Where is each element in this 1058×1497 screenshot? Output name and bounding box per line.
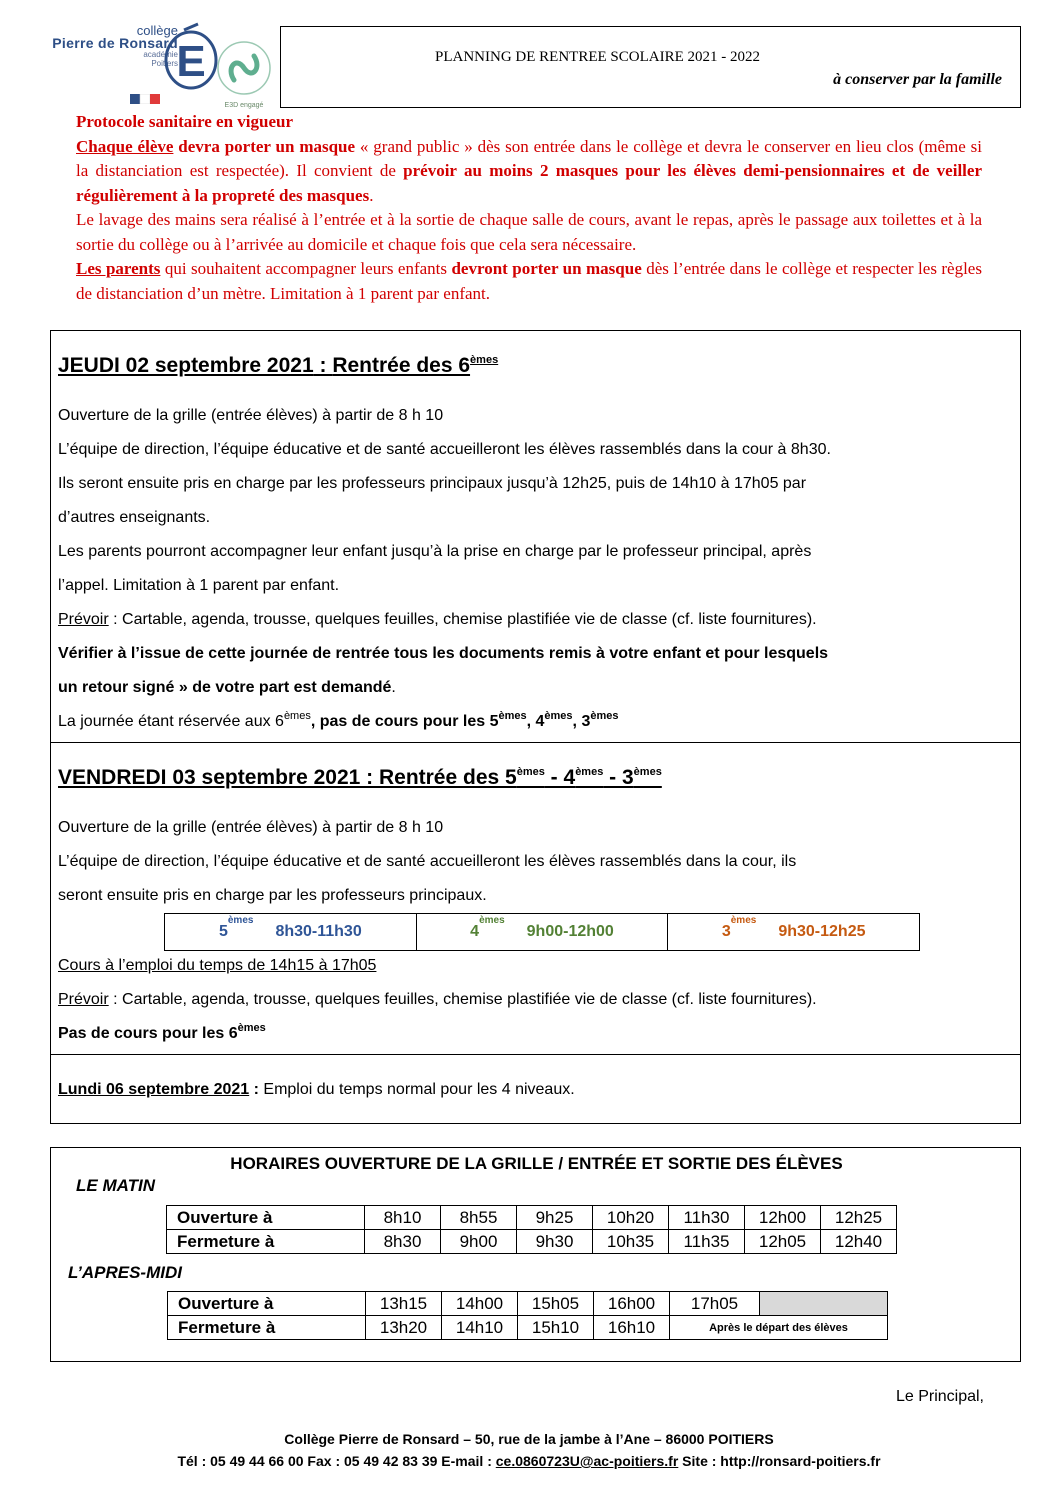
- schedule-title: HORAIRES OUVERTURE DE LA GRILLE / ENTRÉE ET SORTIE DES ÉLÈVES: [230, 1154, 843, 1173]
- protocol-mask-bold: prévoir au moins 2 masques pour les élèves demi-pensionnaires et de veiller régulièrement à la propreté des masques: [76, 161, 982, 205]
- thursday-last-line: [58, 705, 831, 739]
- thursday-line-5: Les parents pourront accompagner leur enfant jusqu’à la prise en charge par le professeur principal, après: [58, 543, 812, 560]
- thursday-line-4: d’autres enseignants.: [58, 509, 211, 526]
- morning-close-cell: 9h30: [517, 1230, 593, 1254]
- level-4-label: [470, 915, 505, 941]
- footer-phone: Tél : 05 49 44 66 00 Fax : 05 49 42 83 39 E-mail :: [177, 1453, 496, 1469]
- thursday-line-3: Ils seront ensuite pris en charge par les professeurs principaux jusqu’à 12h25, puis de 14h10 à 17h05 par: [58, 475, 807, 492]
- thursday-prevoir-label: Prévoir: [58, 611, 109, 628]
- title-box: [280, 26, 1021, 108]
- section-thursday-title: [58, 353, 498, 379]
- afternoon-table: [167, 1291, 888, 1340]
- afternoon-open-label: Ouverture à: [168, 1292, 366, 1316]
- level-3-label: [721, 915, 757, 941]
- footer-site: Site : http://ronsard-poitiers.fr: [678, 1453, 881, 1469]
- morning-open-cell: 9h25: [517, 1206, 593, 1230]
- thursday-line-2: L’équipe de direction, l’équipe éducative et de santé accueilleront les élèves rassemblés dans la cour à 8h30.: [58, 441, 831, 458]
- footer-contact: [0, 1450, 1058, 1472]
- thursday-last-sup-4: èmes: [544, 710, 573, 722]
- logo-wordmark: [46, 24, 178, 68]
- thursday-last-pre: La journée étant réservée aux 6: [58, 713, 284, 730]
- friday-line-1: Ouverture de la grille (entrée élèves) à partir de 8 h 10: [58, 819, 444, 836]
- level-5-label: [218, 915, 254, 941]
- protocol-mask-paragraph: [76, 135, 982, 209]
- thursday-line-6: l’appel. Limitation à 1 parent par enfant.: [58, 577, 340, 594]
- morning-table: [166, 1205, 897, 1254]
- logo-line-academie: académie: [143, 50, 178, 59]
- thursday-last-b3: , 3: [572, 713, 591, 730]
- morning-close-cell: 9h00: [441, 1230, 517, 1254]
- protocol-parents-text2: dès l’entrée dans le collège et respecter les règles de distanciation d’un mètre. Limitation à 1 parent par enfant.: [76, 259, 982, 303]
- signature: Le Principal,: [895, 1388, 984, 1405]
- afternoon-close-cell: 14h10: [442, 1316, 518, 1340]
- morning-open-cell: 12h25: [821, 1206, 897, 1230]
- friday-prevoir-label: Prévoir: [58, 991, 109, 1008]
- friday-sup-2: èmes: [575, 766, 604, 778]
- thursday-last-sup-5: èmes: [498, 710, 527, 722]
- protocol-parents-text: qui souhaitent accompagner leurs enfants: [160, 259, 452, 278]
- section-monday: [50, 1054, 1021, 1124]
- sanitary-protocol: [76, 110, 982, 306]
- monday-date: Lundi 06 septembre 2021: [58, 1081, 250, 1098]
- afternoon-close-cell: 13h20: [366, 1316, 442, 1340]
- thursday-prevoir: [58, 603, 831, 637]
- protocol-parents-bold: devront porter un masque: [451, 259, 642, 278]
- thursday-line-1: Ouverture de la grille (entrée élèves) à partir de 8 h 10: [58, 407, 444, 424]
- morning-close-cell: 11h35: [669, 1230, 745, 1254]
- friday-no-class: [58, 1017, 817, 1051]
- morning-close-cell: 8h30: [365, 1230, 441, 1254]
- monday-sep: :: [249, 1081, 264, 1098]
- e-letter-logo-icon: [164, 22, 218, 90]
- section-friday-title: [58, 765, 662, 791]
- afternoon-open-cell: 13h15: [366, 1292, 442, 1316]
- logo-line-college: collège: [136, 23, 178, 38]
- friday-cours: Cours à l’emploi du temps de 14h15 à 17h05: [58, 957, 377, 974]
- page-subtitle: à conserver par la famille: [833, 71, 1002, 88]
- footer-address: Collège Pierre de Ronsard – 50, rue de la jambe à l’Ane – 86000 POITIERS: [284, 1431, 774, 1447]
- afternoon-open-row: [168, 1292, 888, 1316]
- level-3-number: 3: [721, 923, 731, 940]
- level-5-number: 5: [218, 923, 228, 940]
- morning-open-cell: 10h20: [593, 1206, 669, 1230]
- friday-no-class-text: Pas de cours pour les 6: [58, 1025, 238, 1042]
- protocol-mask-lead-bold: devra porter un masque: [173, 136, 356, 156]
- friday-title: VENDREDI 03 septembre 2021 : Rentrée des 5: [58, 766, 517, 789]
- level-4-sup: èmes: [479, 915, 505, 926]
- level-4-time: 9h00-12h00: [526, 923, 614, 940]
- afternoon-open-cell: 14h00: [442, 1292, 518, 1316]
- svg-text:E: E: [176, 37, 206, 86]
- afternoon-label: L’APRES-MIDI: [68, 1263, 182, 1282]
- morning-open-label: Ouverture à: [167, 1206, 365, 1230]
- thursday-verify-2-bold: un retour signé » de votre part est demandé: [58, 679, 392, 696]
- afternoon-close-label: Fermeture à: [168, 1316, 366, 1340]
- level-5-sup: èmes: [227, 915, 254, 926]
- thursday-last-bold: , pas de cours pour les 5: [310, 713, 499, 730]
- morning-open-cell: 8h10: [365, 1206, 441, 1230]
- protocol-mask-text: « grand public » dès son entrée dans le collège et devra le conserver en lieu clos (même si la distanciation est respectée). Il convient de: [76, 136, 982, 180]
- level-3-time: 9h30-12h25: [778, 923, 866, 940]
- level-5-time: 8h30-11h30: [275, 923, 362, 940]
- friday-mid-1: - 4: [544, 766, 576, 789]
- monday-line: [58, 1073, 575, 1107]
- afternoon-open-cell: 16h00: [594, 1292, 670, 1316]
- friday-sup-3: èmes: [633, 766, 662, 778]
- afternoon-close-cell: 15h10: [518, 1316, 594, 1340]
- protocol-parents-paragraph: [76, 257, 982, 306]
- thursday-last-sup: èmes: [283, 710, 311, 722]
- afternoon-close-cell: 16h10: [594, 1316, 670, 1340]
- friday-no-class-sup: èmes: [237, 1022, 266, 1034]
- thursday-last-b2: , 4: [526, 713, 545, 730]
- gate-schedule: [50, 1147, 1021, 1362]
- morning-close-cell: 12h05: [745, 1230, 821, 1254]
- afternoon-open-cell: 17h05: [670, 1292, 760, 1316]
- afternoon-empty-cell: [760, 1292, 888, 1316]
- college-logo: [46, 22, 276, 112]
- thursday-title-sup: èmes: [470, 354, 499, 366]
- afternoon-open-cell: 15h05: [518, 1292, 594, 1316]
- morning-close-label: Fermeture à: [167, 1230, 365, 1254]
- logo-line-name: Pierre de Ronsard: [52, 35, 178, 51]
- thursday-body: [58, 399, 831, 739]
- protocol-parents-lead: Les parents: [76, 259, 161, 278]
- morning-open-row: [167, 1206, 897, 1230]
- logo-line-poitiers: Poitiers: [151, 59, 178, 68]
- friday-line-3: seront ensuite pris en charge par les professeurs principaux.: [58, 887, 487, 904]
- e3d-label-icon: [216, 38, 272, 104]
- protocol-mask-end: .: [369, 185, 374, 205]
- monday-text: Emploi du temps normal pour les 4 niveaux.: [263, 1081, 575, 1098]
- protocol-handwash-paragraph: Le lavage des mains sera réalisé à l’entrée et à la sortie de chaque salle de cours, avant le repas, après le passage aux toilettes et à la sortie du collège ou à l’arrivée au domicile et chaque fois que cela sera nécessaire.: [76, 210, 982, 254]
- level-times-table: [164, 913, 920, 951]
- afternoon-close-row: [168, 1316, 888, 1340]
- thursday-date: JEUDI 02 septembre 2021: [58, 354, 314, 377]
- level-3-sup: èmes: [730, 915, 757, 926]
- thursday-prevoir-text: : Cartable, agenda, trousse, quelques feuilles, chemise plastifiée vie de classe (cf. liste fournitures).: [108, 611, 817, 628]
- friday-line-2: L’équipe de direction, l’équipe éducative et de santé accueilleront les élèves rassemblés dans la cour, ils: [58, 853, 797, 870]
- morning-open-cell: 12h00: [745, 1206, 821, 1230]
- morning-close-row: [167, 1230, 897, 1254]
- friday-mid-2: - 3: [603, 766, 634, 789]
- thursday-verify-1: Vérifier à l’issue de cette journée de rentrée tous les documents remis à votre enfant et pour lesquels: [58, 645, 829, 662]
- thursday-title-rest: Rentrée des 6: [332, 354, 471, 377]
- friday-body: [58, 811, 796, 913]
- protocol-mask-lead: Chaque élève: [76, 136, 174, 156]
- friday-sup-1: èmes: [516, 766, 545, 778]
- level-5-cell: [165, 914, 417, 950]
- thursday-last-sup-3: èmes: [590, 710, 619, 722]
- morning-open-cell: 11h30: [669, 1206, 745, 1230]
- e3d-label: E3D engagé: [224, 102, 264, 109]
- morning-open-cell: 8h55: [441, 1206, 517, 1230]
- level-3-cell: [668, 914, 919, 950]
- level-4-cell: [417, 914, 669, 950]
- thursday-verify-end: .: [391, 679, 396, 696]
- french-flag-icon: [130, 94, 160, 104]
- page-title: PLANNING DE RENTREE SCOLAIRE 2021 - 2022: [435, 49, 760, 65]
- level-4-number: 4: [470, 923, 480, 940]
- section-thursday: [50, 330, 1021, 743]
- morning-close-cell: 12h40: [821, 1230, 897, 1254]
- friday-prevoir-text: : Cartable, agenda, trousse, quelques feuilles, chemise plastifiée vie de classe (cf. liste fournitures).: [108, 991, 817, 1008]
- morning-close-cell: 10h35: [593, 1230, 669, 1254]
- afternoon-close-note: Après le départ des élèves: [670, 1316, 888, 1340]
- footer: [0, 1428, 1058, 1472]
- morning-label: LE MATIN: [76, 1176, 156, 1195]
- thursday-sep: :: [313, 354, 333, 377]
- protocol-heading: Protocole sanitaire en vigueur: [76, 112, 294, 131]
- footer-email-link[interactable]: ce.0860723U@ac-poitiers.fr: [495, 1453, 679, 1469]
- section-friday: [50, 742, 1021, 1055]
- friday-prevoir: [58, 983, 817, 1017]
- friday-body-2: [58, 949, 817, 1051]
- thursday-verify-2: [58, 671, 831, 705]
